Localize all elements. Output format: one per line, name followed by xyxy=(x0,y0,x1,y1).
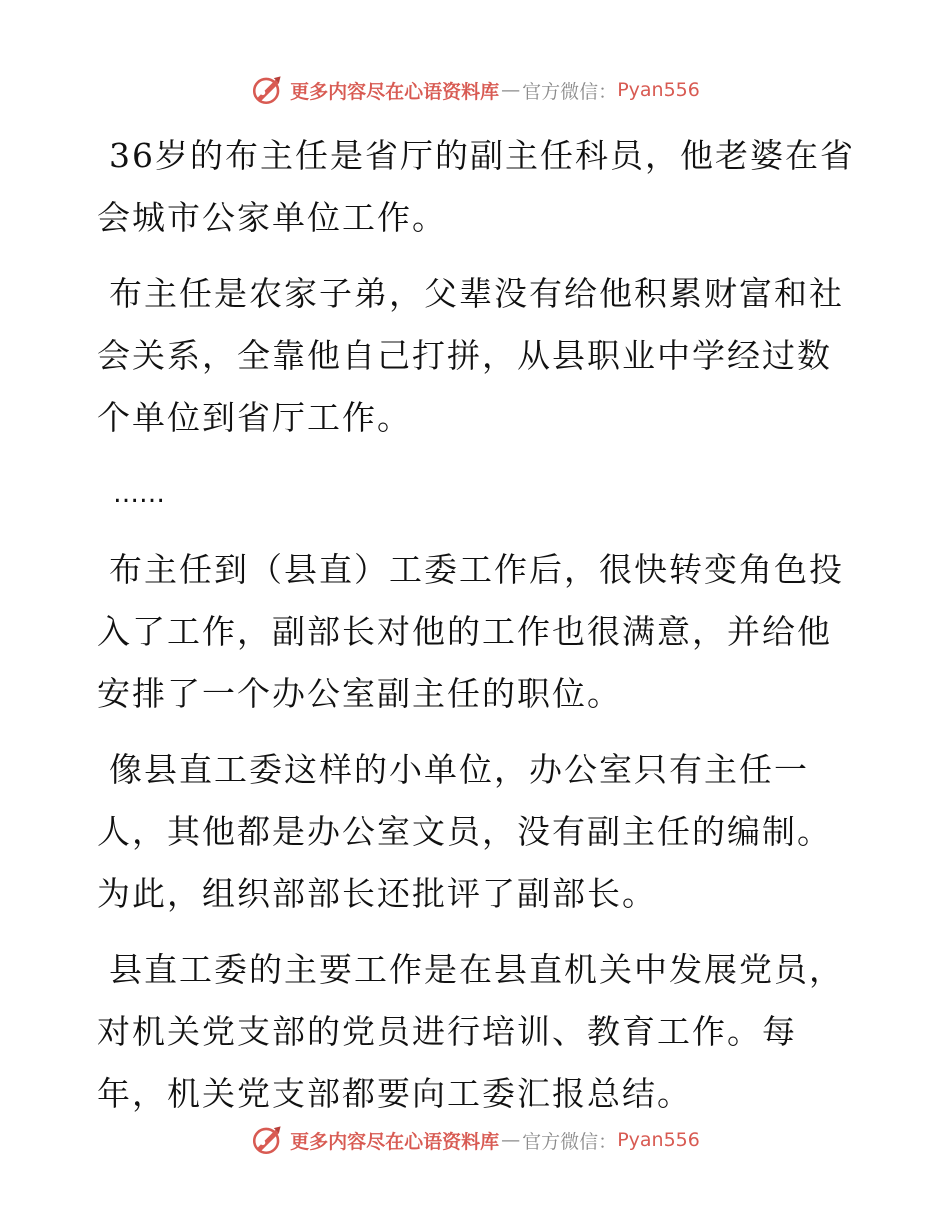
quill-pen-logo-icon xyxy=(250,73,284,107)
header-banner-text xyxy=(290,77,700,104)
paragraph-2: 布主任是农家子弟，父辈没有给他积累财富和社会关系，全靠他自己打拼，从县职业中学经过数个单位到省厅工作。 xyxy=(97,274,844,437)
banner-wechat-label: 官方微信： xyxy=(522,80,618,103)
banner-wechat-id: Pyan556 xyxy=(617,1129,700,1151)
banner-wechat-id: Pyan556 xyxy=(617,79,700,101)
paragraph-4: 像县直工委这样的小单位，办公室只有主任一人，其他都是办公室文员，没有副主任的编制。为此，组织部部长还批评了副部长。 xyxy=(97,750,832,913)
footer-banner-text xyxy=(290,1127,700,1154)
banner-dash: — xyxy=(501,79,521,101)
quill-pen-logo-icon xyxy=(250,1123,284,1157)
footer-banner xyxy=(0,1120,950,1160)
paragraph-ellipsis: …… xyxy=(113,479,165,509)
banner-wechat-label: 官方微信： xyxy=(522,1130,618,1153)
banner-dash: — xyxy=(501,1129,521,1151)
banner-site-name: 更多内容尽在心语资料库 xyxy=(290,1130,500,1153)
document-body xyxy=(97,125,857,1139)
paragraph-3: 布主任到（县直）工委工作后，很快转变角色投入了工作，副部长对他的工作也很满意，并给他安排了一个办公室副主任的职位。 xyxy=(97,550,844,713)
header-banner xyxy=(0,70,950,110)
paragraph-1: 36岁的布主任是省厅的副主任科员，他老婆在省会城市公家单位工作。 xyxy=(97,136,855,237)
banner-site-name: 更多内容尽在心语资料库 xyxy=(290,80,500,103)
paragraph-5: 县直工委的主要工作是在县直机关中发展党员，对机关党支部的党员进行培训、教育工作。每年，机关党支部都要向工委汇报总结。 xyxy=(97,950,844,1113)
